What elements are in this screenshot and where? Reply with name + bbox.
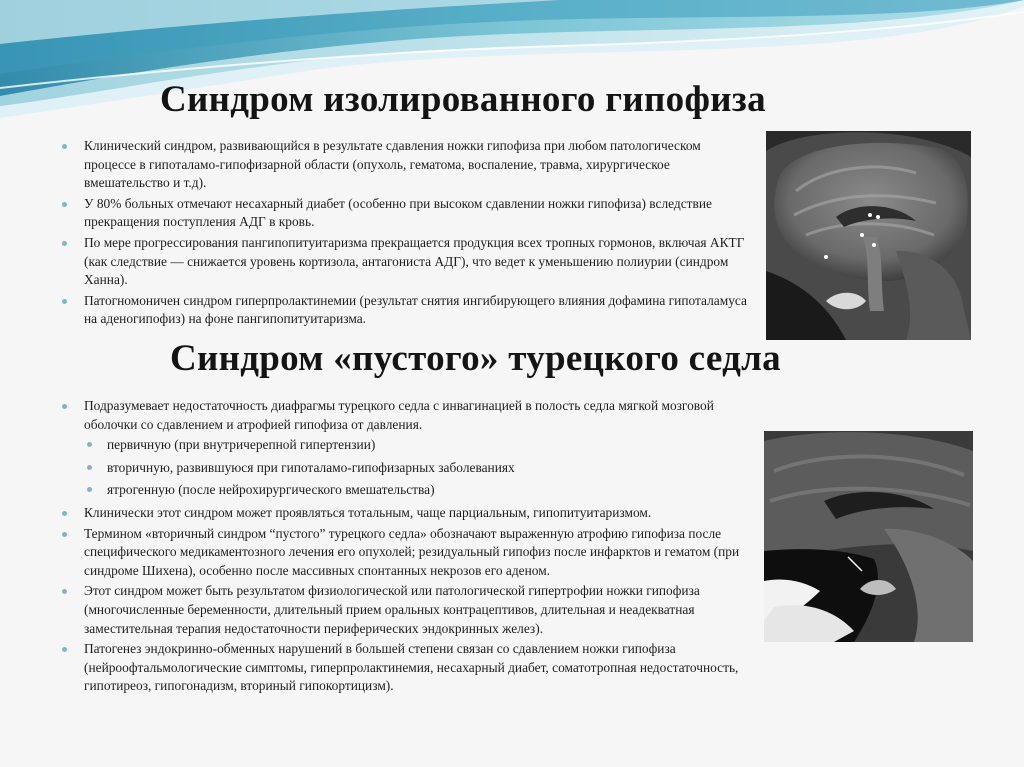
sub-bullet-item: вторичную, развившуюся при гипоталамо-гипофизарных заболеваниях: [56, 459, 766, 478]
bullet-item: Клинически этот синдром может проявляться тотальным, чаще парциальным, гипопитуитаризмом.: [56, 504, 766, 523]
bullet-item: Подразумевает недостаточность диафрагмы турецкого седла с инвагинацией в полость седла мягкой мозговой оболочки со сдавлением и атрофией гипофиза от давления.: [56, 397, 766, 434]
bullet-list-isolated-pituitary: [56, 137, 756, 331]
bullet-item: Патогенез эндокринно-обменных нарушений в большей степени связан со сдавлением ножки гипофиза (нейроофтальмологические симптомы, гиперпролактинемия, несахарный диабет, соматотропная недостаточность, гипотиреоз, гипогонадизм, вториный гипокортицизм).: [56, 640, 766, 696]
bullet-item: Клинический синдром, развивающийся в результате сдавления ножки гипофиза при любом патологическом процессе в гипоталамо-гипофизарной области (опухоль, гематома, воспаление, травма, хирургическое вмешательство и т.д).: [56, 137, 756, 193]
sub-bullet-item: ятрогенную (после нейрохирургического вмешательства): [56, 481, 766, 500]
title-empty-sella: Синдром «пустого» турецкого седла: [170, 338, 781, 379]
bullet-item: Термином «вторичный синдром “пустого” турецкого седла» обозначают выраженную атрофию гипофиза после специфического медикаментозного лечения его опухолей; резидуальный гипофиз после инфарктов и гематом (при синдроме Шихена), особенно после массивных спонтанных некрозов его аденом.: [56, 525, 766, 581]
bullet-item: Этот синдром может быть результатом физиологической или патологической гипертрофии ножки гипофиза (многочисленные беременности, длительный прием оральных контрацептивов, длительная и неадекватная заместительная терапия недостаточности периферических эндокринных желез).: [56, 582, 766, 638]
title-isolated-pituitary: Синдром изолированного гипофиза: [160, 79, 766, 120]
mri-scan-image-sagittal: [766, 131, 971, 340]
bullet-item: Патогномоничен синдром гиперпролактинемии (результат снятия ингибирующего влияния дофамина гипоталамуса на аденогипофиз) на фоне пангипопитуитаризма.: [56, 292, 756, 329]
bullet-list-empty-sella: [56, 397, 766, 698]
sub-bullet-item: первичную (при внутричерепной гипертензии): [56, 436, 766, 455]
bullet-item: У 80% больных отмечают несахарный диабет (особенно при высоком сдавлении ножки гипофиза) вследствие прекращения поступления АДГ в кровь.: [56, 195, 756, 232]
bullet-item: По мере прогрессирования пангипопитуитаризма прекращается продукция всех тропных гормонов, включая АКТГ (как следствие — снижается уровень кортизола, антагониста АДГ), что ведет к уменьшению полиурии (синдром Ханна).: [56, 234, 756, 290]
mri-scan-image-empty-sella: [764, 431, 973, 642]
